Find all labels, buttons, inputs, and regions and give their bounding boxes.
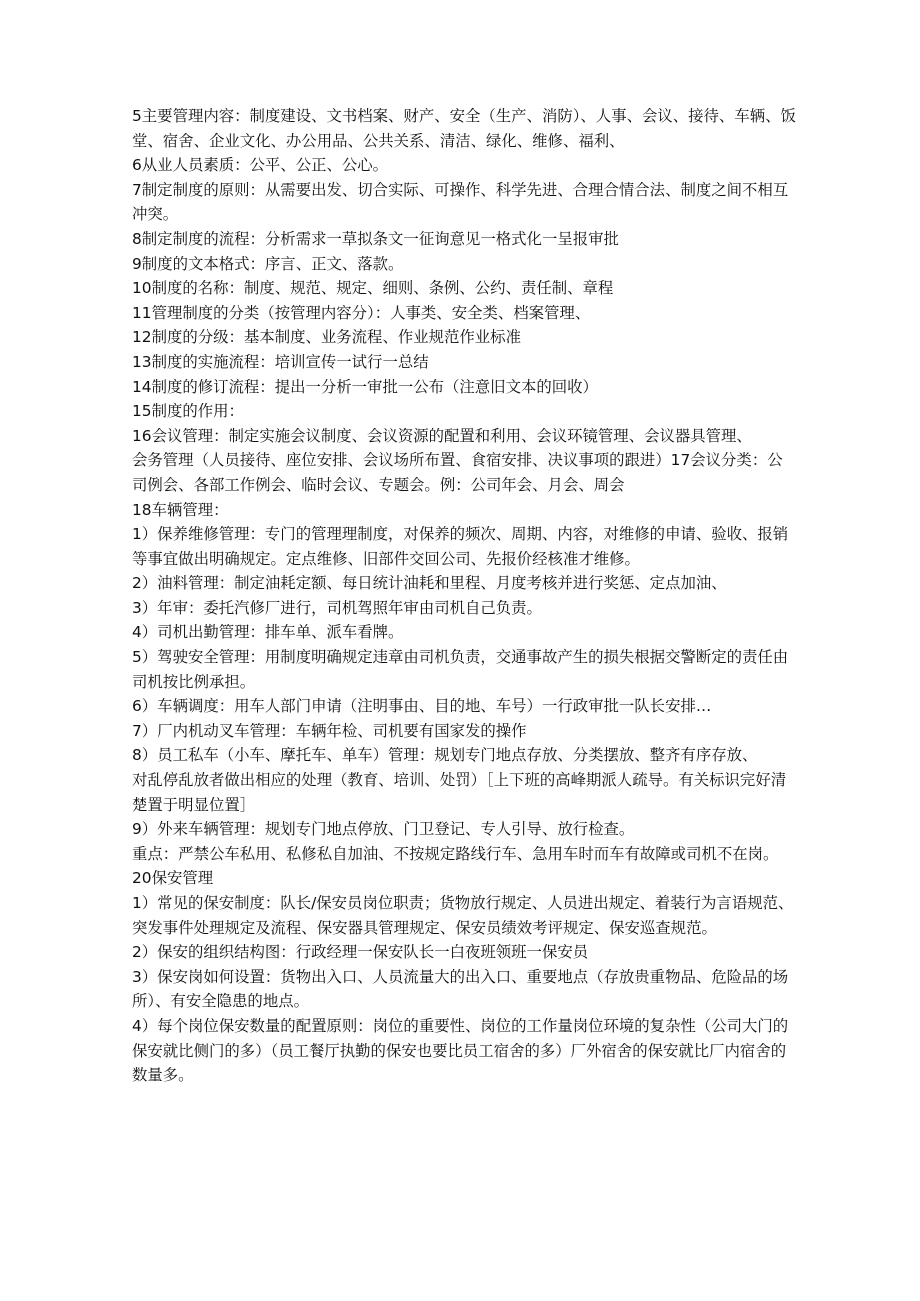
- paragraph-18-vehicle-management: 18车辆管理：: [132, 500, 229, 519]
- paragraph-15-role: 15制度的作用：: [132, 402, 244, 421]
- vehicle-item-6: 6）车辆调度：用车人部门申请（注明事由、目的地、车号）一行政审批一队长安排…: [132, 697, 712, 716]
- security-item-2: 2）保安的组织结构图：行政经理一保安队长一白夜班领班一保安员: [132, 943, 589, 962]
- paragraph-11-classification: 11管理制度的分类（按管理内容分）：人事类、安全类、档案管理、: [132, 303, 591, 322]
- paragraph-20-security-management: 20保安管理: [132, 869, 214, 888]
- vehicle-item-1: 1）保养维修管理：专门的管理理制度，对保养的频次、周期、内容，对维修的申请、验收、报销等事宜做出明确规定。定点维修、旧部件交回公司、先报价经核准才维修。: [132, 525, 789, 568]
- paragraph-conference-affairs: 会务管理（人员接待、座位安排、会议场所布置、食宿安排、决议事项的跟进）17会议分类：公司例会、各部工作例会、临时会议、专题会。例：公司年会、月会、周会: [132, 451, 783, 494]
- paragraph-10-names: 10制度的名称：制度、规范、规定、细则、条例、公约、责任制、章程: [132, 279, 614, 298]
- paragraph-16-meeting-management: 16会议管理：制定实施会议制度、会议资源的配置和利用、会议环镜管理、会议器具管理、: [132, 426, 752, 445]
- paragraph-6-staff-quality: 6从业人员素质：公平、公正、公心。: [132, 156, 389, 175]
- vehicle-item-8: 8）员工私车（小车、摩托车、单车）管理：规划专门地点存放、分类摆放、整齐有序存放、: [132, 746, 758, 765]
- security-item-4: 4）每个岗位保安数量的配置原则：岗位的重要性、岗位的工作量岗位环境的复杂性（公司大门的保安就比侧门的多）（员工餐厅执勤的保安也要比员工宿舍的多）厂外宿舍的保安就比厂内宿舍的数量多。: [132, 1016, 789, 1085]
- document-body: [132, 104, 796, 1088]
- vehicle-item-2: 2）油料管理：制定油耗定额、每日统计油耗和里程、月度考核并进行奖惩、定点加油、: [132, 574, 727, 593]
- paragraph-9-format: 9制度的文本格式：序言、正文、落款。: [132, 254, 404, 273]
- paragraph-13-implementation: 13制度的实施流程：培训宣传一试行一总结: [132, 352, 429, 371]
- paragraph-14-revision: 14制度的修订流程：提出一分析一审批一公布（注意旧文本的回收）: [132, 377, 598, 396]
- paragraph-5-main-content: 5主要管理内容：制度建设、文书档案、财产、安全（生产、消防）、人事、会议、接待、车辆、饭堂、宿舍、企业文化、办公用品、公共关系、清洁、绿化、维修、福利、: [132, 107, 796, 150]
- vehicle-key-points: 重点：严禁公车私用、私修私自加油、不按规定路线行车、急用车时而车有故障或司机不在岗。: [132, 844, 779, 863]
- paragraph-12-levels: 12制度的分级：基本制度、业务流程、作业规范作业标准: [132, 328, 521, 347]
- vehicle-item-7: 7）厂内机动叉车管理：车辆年检、司机要有国家发的操作: [132, 721, 527, 740]
- vehicle-item-8-continued: 对乱停乱放者做出相应的处理（教育、培训、处罚）［上下班的高峰期派人疏导。有关标识完好清楚置于明显位置］: [132, 771, 787, 814]
- paragraph-7-principles: 7制定制度的原则：从需要出发、切合实际、可操作、科学先进、合理合情合法、制度之间不相互冲突。: [132, 180, 789, 224]
- vehicle-item-5: 5）驾驶安全管理：用制度明确规定违章由司机负责，交通事故产生的损失根据交警断定的责任由司机按比例承担。: [132, 648, 789, 691]
- security-item-1: 1）常见的保安制度：队长/保安员岗位职责；货物放行规定、人员进出规定、着装行为言语规范、突发事件处理规定及流程、保安器具管理规定、保安员绩效考评规定、保安巡查规范。: [132, 894, 794, 937]
- vehicle-item-4: 4）司机出勤管理：排车单、派车看牌。: [132, 623, 404, 642]
- security-item-3: 3）保安岗如何设置：货物出入口、人员流量大的出入口、重要地点（存放贵重物品、危险品的场所）、有安全隐患的地点。: [132, 967, 789, 1011]
- vehicle-item-3: 3）年审：委托汽修厂进行，司机驾照年审由司机自己负责。: [132, 598, 542, 617]
- paragraph-8-process: 8制定制度的流程：分析需求一草拟条文一征询意见一格式化一呈报审批: [132, 229, 619, 248]
- vehicle-item-9: 9）外来车辆管理：规划专门地点停放、门卫登记、专人引导、放行检查。: [132, 820, 635, 839]
